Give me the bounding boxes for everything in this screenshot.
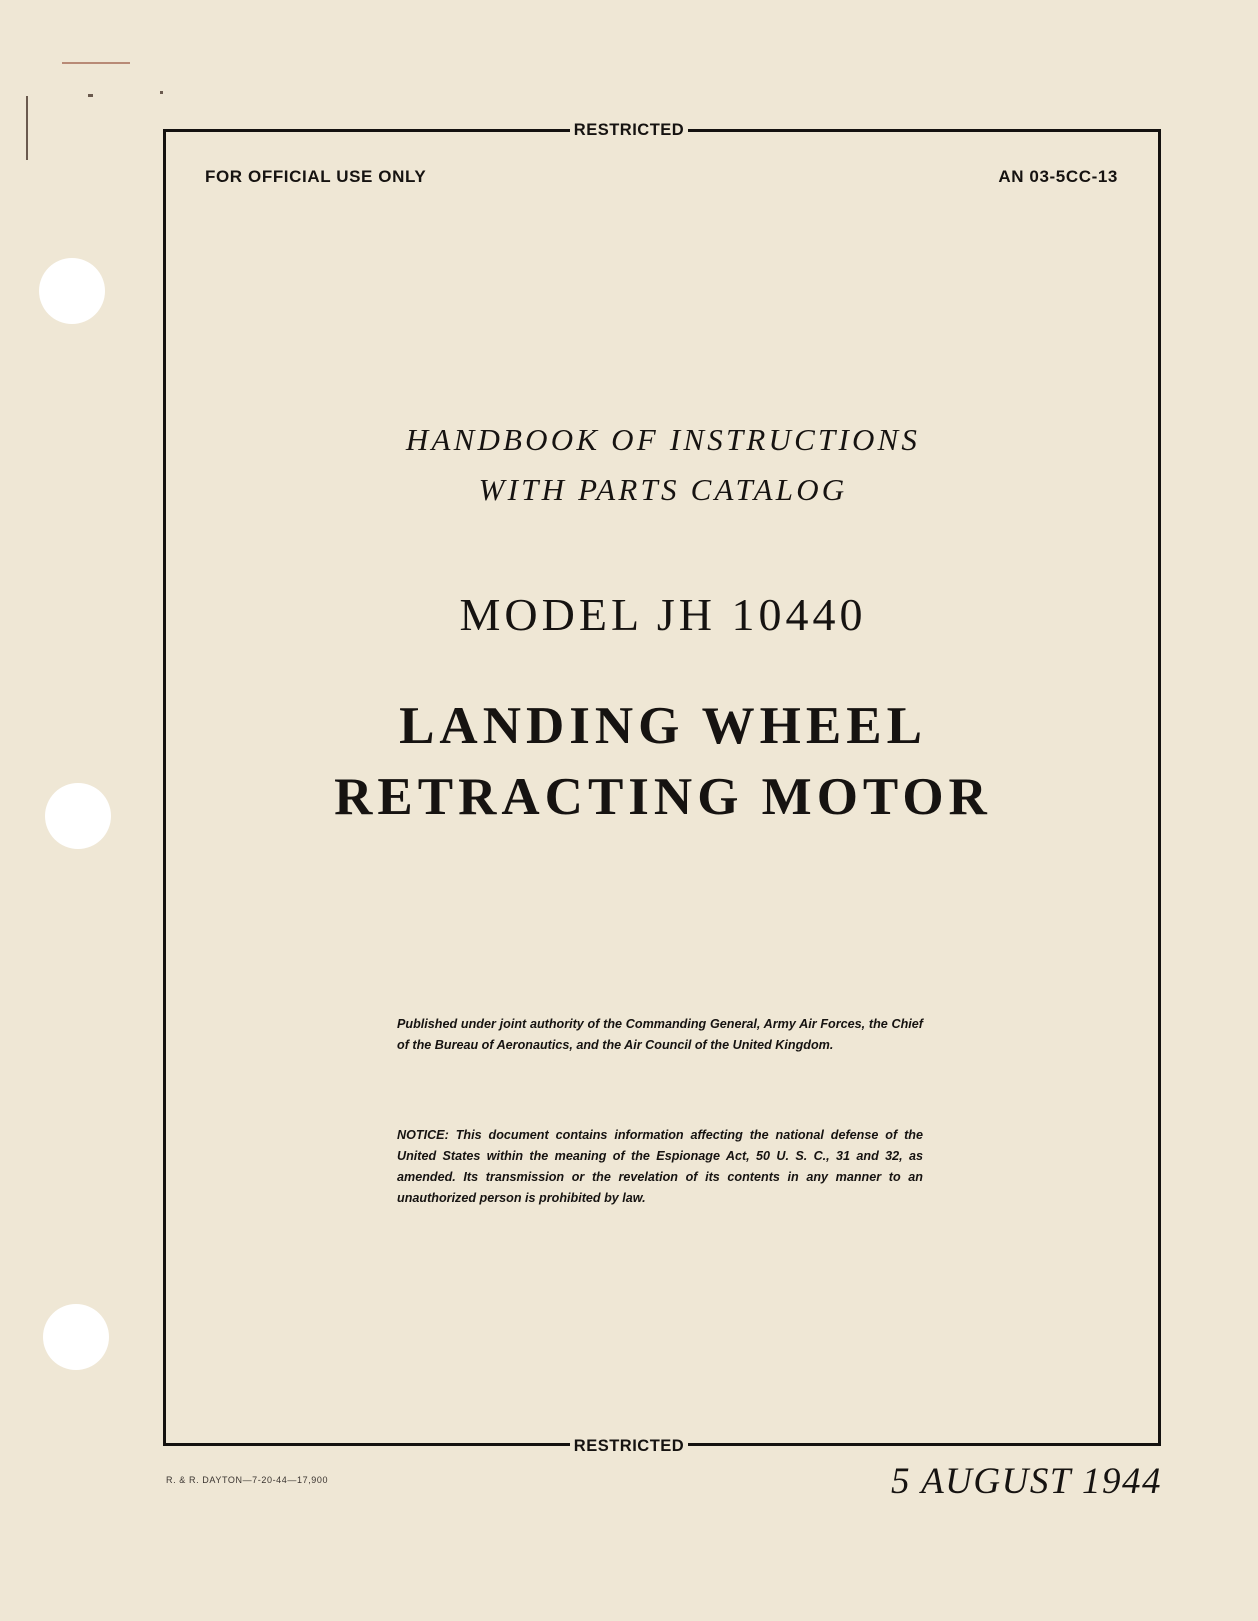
restricted-header <box>0 120 1258 140</box>
scan-mark <box>62 62 130 64</box>
handbook-title-line2: WITH PARTS CATALOG <box>478 472 848 507</box>
document-number: AN 03-5CC-13 <box>998 167 1118 186</box>
restricted-label-bottom: RESTRICTED <box>570 1437 688 1455</box>
notice-paragraph: NOTICE: This document contains information affecting the national defense of the United States within the meaning of the Espionage Act, 50 U. S. C., 31 and 32, as amended. Its transmission or the revelation of its contents in any manner to an unauthorized person is prohibited by law. <box>397 1128 923 1205</box>
official-use-label: FOR OFFICIAL USE ONLY <box>205 167 427 186</box>
printer-mark: R. & R. DAYTON—7-20-44—17,900 <box>166 1475 329 1485</box>
publication-date: 5 AUGUST 1944 <box>890 1461 1162 1502</box>
scan-mark <box>160 91 163 94</box>
scan-mark <box>88 94 93 97</box>
binder-hole <box>39 258 105 324</box>
restricted-footer <box>0 1436 1258 1456</box>
restricted-label-top: RESTRICTED <box>570 121 688 139</box>
subject-title-line1: LANDING WHEEL <box>399 697 927 755</box>
model-title: MODEL JH 10440 <box>459 589 867 640</box>
binder-hole <box>43 1304 109 1370</box>
subject-title-line2: RETRACTING MOTOR <box>334 768 992 826</box>
authority-paragraph: Published under joint authority of the Commanding General, Army Air Forces, the Chief of the Bureau of Aeronautics, and the Air Council of the United Kingdom. <box>397 1017 923 1052</box>
handbook-title-line1: HANDBOOK OF INSTRUCTIONS <box>405 422 921 457</box>
